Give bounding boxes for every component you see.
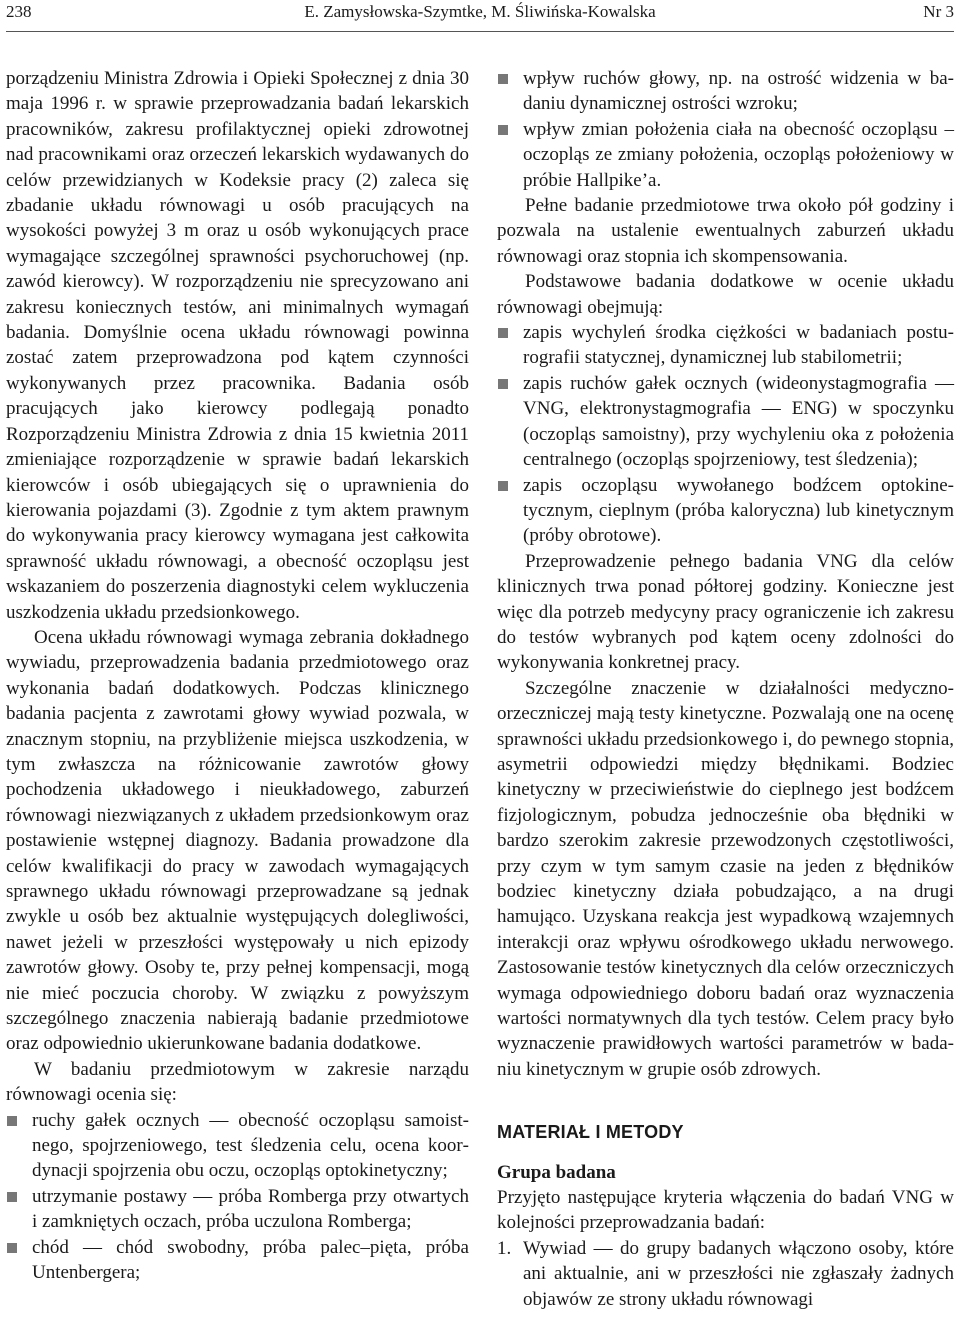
page-number: 238 [6, 2, 32, 21]
bullet-list [497, 66, 954, 193]
subsection-heading: Grupa badana [497, 1161, 616, 1183]
page-header [0, 0, 960, 40]
list-item-text: zapis ruchów gałek ocznych (wideonystagmografia — VNG, elektronystagmografia — ENG) w spoczynku (oczopląs samoistny), przy wychyleniu oka z położenia centralnego (oczopląs spojrzeniowy, test śledzenia); [523, 372, 954, 471]
square-bullet-icon [498, 481, 508, 491]
list-item-text: wpływ zmian położenia ciała na obecność oczopląsu – oczopląs ze zmiany położenia, oczopląs położeniowy w próbie Hallpike’a. [523, 118, 954, 191]
issue-number: Nr 3 [923, 2, 954, 21]
list-item [497, 473, 954, 549]
list-item [497, 117, 954, 193]
header-rule [6, 31, 954, 32]
paragraph: porządzeniu Ministra Zdrowia i Opieki Społecznej z dnia 30 maja 1996 r. w sprawie przeprowadzania badań lekarskich pracowników, zakresu profilaktycznej opieki zdrowotnej nad pracownikami oraz orzeczeń lekarskich wydawanych do celów przewidzianych w Kodeksie pracy (2) zaleca się zbadanie układu równowagi u osób pracujących na wysokości powyżej 3 m oraz u osób wykonujących prace wymagające szczególnej sprawności psychoruchowej (np. zawód kierowcy). W rozporządzeniu nie sprecyzowano ani zakresu koniecznych testów, ani minimalnych wymagań badania. Domyślnie ocena układu równowagi powinna zostać zatem przeprowadzona pod kątem czynności wykonywanych przez pracownika. Badania osób pracujących jako kierowcy podlegają ponadto Rozporządzeniu Ministra Zdrowia z dnia 15 kwietnia 2011 zmieniające rozporządzenie w sprawie badań lekarskich kierowców i osób ubiegających się o uprawnienia do kierowania pojazdami (3). Zgodnie z tym aktem prawnym do wykonywania pracy kierowcy wymagana jest całkowita sprawność układu równowagi, a obecność oczopląsu jest wskazaniem do poszerzenia diagnostyki celem wykluczenia uszkodzenia układu przedsionkowego. [6, 68, 469, 623]
list-item-text: utrzymanie postawy — próba Romberga przy otwartych i zamkniętych oczach, próba uczulona Romberga; [32, 1185, 469, 1233]
list-item-text: chód — chód swobodny, próba palec–pięta, próba Untenbergera; [32, 1236, 469, 1284]
square-bullet-icon [7, 1243, 17, 1253]
right-column [497, 66, 954, 1312]
list-item-text: zapis wychyleń środka ciężkości w badaniach posturografii statycznej, dynamicznej lub stabilometrii; [523, 322, 954, 369]
square-bullet-icon [7, 1116, 17, 1126]
list-item [6, 1184, 469, 1235]
section-heading: MATERIAŁ I METODY [497, 1122, 684, 1143]
list-number: 1. [497, 1237, 512, 1259]
paragraph: Pełne badanie przedmiotowe trwa około pół godziny i pozwala na ustalenie ewentualnych zaburzeń układu równowagi oraz stopnia ich skompensowania. [497, 195, 954, 267]
numbered-list [497, 1236, 954, 1312]
list-item-text: ruchy gałek ocznych — obecność oczopląsu samoistnego, spojrzeniowego, test śledzenia celu, ocena koordynacji spojrzenia obu oczu, oczopląs optokinetyczny; [32, 1109, 469, 1182]
bullet-list [497, 320, 954, 549]
list-item-text: Wywiad — do grupy badanych włączono osoby, które ani aktualnie, ani w przeszłości nie zgłaszały żadnych objawów ze strony układu równowagi [523, 1237, 954, 1310]
paragraph: Podstawowe badania dodatkowe w ocenie układu równowagi obejmują: [497, 271, 954, 318]
square-bullet-icon [498, 125, 508, 135]
list-item [497, 1236, 954, 1312]
list-item [497, 320, 954, 371]
square-bullet-icon [7, 1192, 17, 1202]
list-item [497, 66, 954, 117]
paragraph: Przeprowadzenie pełnego badania VNG dla celów klinicznych trwa ponad półtorej godziny. Konieczne jest więc dla potrzeb medycyny pracy ograniczenie ich zakresu do testów wybranych pod kątem oceny zdolności do wykonywania konkretnej pracy. [497, 550, 954, 674]
running-head-authors: E. Zamysłowska-Szymtke, M. Śliwińska-Kowalska [304, 2, 656, 21]
paragraph: Ocena układu równowagi wymaga zebrania dokładnego wywiadu, przeprowadzenia badania przedmiotowego oraz wykonania badań dodatkowych. Podczas klinicznego badania pacjenta z zawrotami głowy wywiad pozwala, w znacznym stopniu, na przybliżenie miejsca uszkodzenia, w tym zwłaszcza na różnicowanie zawrotów głowy pochodzenia układowego i nieukładowego, zaburzeń równowagi niezwiązanych z układem przedsionkowym oraz postawienie wstępnej diagnozy. Badania prowadzone dla celów kwalifikacji do pracy w zawodach wymagających sprawnego układu równowagi przeprowadzane są jednak zwykle u osób bez aktualnie występujących dolegliwości, nawet jeżeli w przeszłości występowały u nich epizody zawrotów głowy. Osoby te, przy pełnej kompensacji, mogą nie mieć poczucia choroby. W związku z powyższym szczególnego znaczenia nabierają badanie przedmiotowe oraz odpowiednio ukierunkowane badania dodatkowe. [6, 626, 469, 1055]
list-item [497, 371, 954, 473]
left-column [6, 66, 469, 1286]
square-bullet-icon [498, 379, 508, 389]
paragraph: Szczególne znaczenie w działalności medyczno-orzeczniczej mają testy kinetyczne. Pozwalają one na ocenę sprawności układu przedsionkowego i, do pewnego stopnia, asymetrii odpowiedzi między błędnikami. Bodziec kinetyczny w przeciwieństwie do cieplnego jest bodźcem fizjologicznym, pobudza jednocześnie oba błędniki w bardzo szerokim zakresie przewodzonych częstotliwości, przy czym w tym samym czasie na jeden z błędników bodziec kinetyczny działa pobudzająco, a na drugi hamująco. Uzyskana reakcja jest wypadkową wzajemnych interakcji oraz wpływu ośrodkowego układu nerwowego. Zastosowanie testów kinetycznych dla celów orzeczniczych wymaga odpowiedniego doboru badań oraz wyznaczenia wartości normatywnych dla tych testów. Celem pracy było wyznaczenie prawidłowych wartości parametrów w badaniu kinetycznym w grupie osób zdrowych. [497, 677, 954, 1080]
list-item-text: wpływ ruchów głowy, np. na ostrość widzenia w badaniu dynamicznej ostrości wzroku; [523, 68, 954, 115]
paragraph: Przyjęto następujące kryteria włączenia do badań VNG w kolejności przeprowadzania badań: [497, 1187, 954, 1234]
paragraph: W badaniu przedmiotowym w zakresie narządu równowagi ocenia się: [6, 1058, 469, 1106]
bullet-list [6, 1108, 469, 1286]
list-item [6, 1108, 469, 1184]
list-item [6, 1235, 469, 1286]
square-bullet-icon [498, 328, 508, 338]
square-bullet-icon [498, 74, 508, 84]
list-item-text: zapis oczopląsu wywołanego bodźcem optokinetycznym, cieplnym (próba kaloryczna) lub kinetycznym (próby obrotowe). [523, 474, 954, 547]
